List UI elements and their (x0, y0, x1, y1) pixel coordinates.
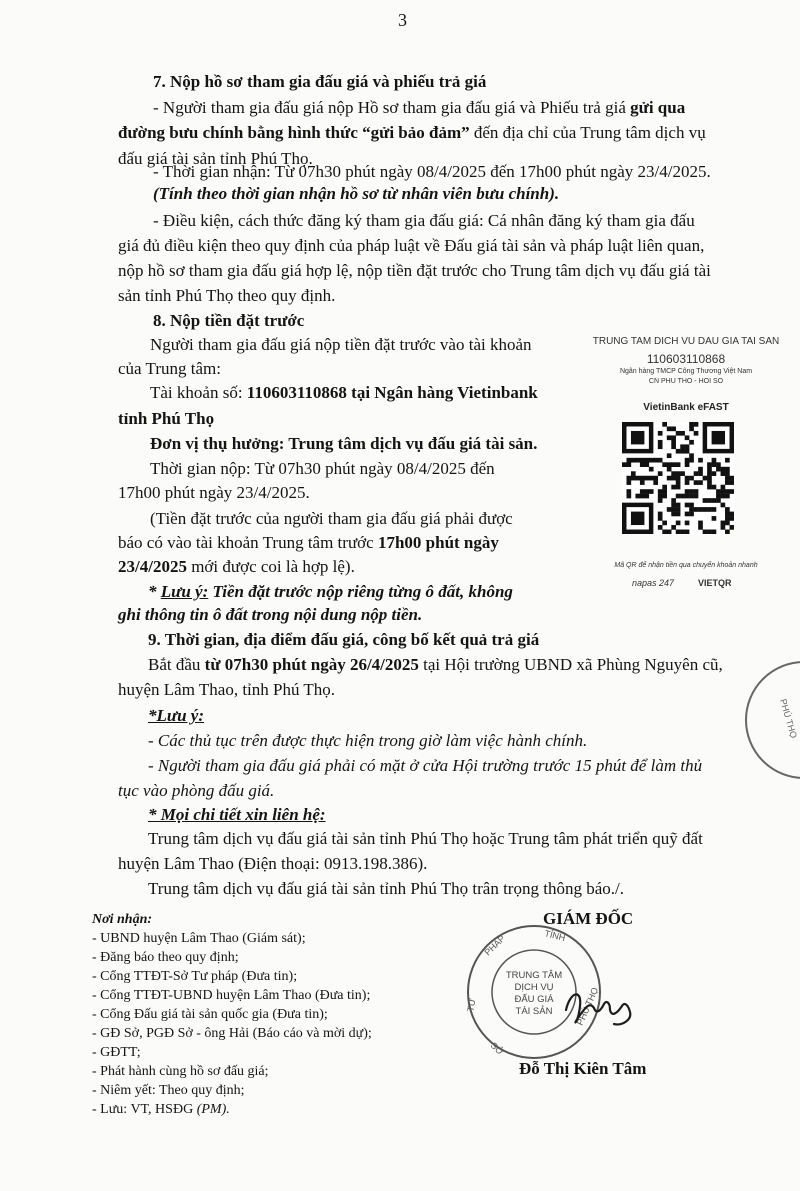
stamp-ring-left-2: TƯ (465, 997, 478, 1013)
qr-bank: Ngân hàng TMCP Công Thương Việt Nam (619, 368, 753, 375)
bold-run: 23/4/2025 (118, 557, 187, 576)
italic-run: (PM). (196, 1102, 230, 1117)
section-8-warning-line (148, 583, 513, 600)
signature-title: GIÁM ĐỐC (543, 909, 634, 928)
bold-run: gửi qua (630, 98, 686, 117)
section-9-note-line: - Người tham gia đấu giá phải có mặt ở cửa Hội trường trước 15 phút để làm thủ (148, 756, 703, 775)
recipient-item: - GĐTT; (92, 1045, 141, 1060)
payment-time-line: 17h00 phút ngày 23/4/2025. (118, 483, 310, 502)
recipient-item: - Đăng báo theo quy định; (92, 950, 239, 965)
section-7-time: - Thời gian nhận: Từ 07h30 phút ngày 08/4/2025 đến 17h00 phút ngày 23/4/2025. (153, 162, 711, 181)
section-9-heading: 9. Thời gian, địa điểm đấu giá, công bố kết quả trả giá (148, 630, 540, 649)
section-9-note-label: *Lưu ý: (148, 706, 204, 725)
contact-line: Trung tâm dịch vụ đấu giá tài sản tỉnh Phú Thọ hoặc Trung tâm phát triển quỹ đất (148, 829, 703, 848)
deposit-note-line (118, 558, 355, 575)
qr-payment-panel (586, 330, 786, 590)
text-run: Bắt đầu (148, 655, 205, 674)
signer-name: Đỗ Thị Kiên Tâm (519, 1059, 647, 1078)
section-7-condition-line: - Điều kiện, cách thức đăng ký tham gia đấu giá: Cá nhân đăng ký tham gia đấu (153, 211, 695, 230)
recipient-item: - GĐ Sở, PGĐ Sở - ông Hải (Báo cáo và mời dự); (92, 1026, 372, 1041)
edge-stamp (744, 660, 800, 780)
section-7-para-line (118, 124, 706, 141)
napas-logo: napas 247 (632, 578, 675, 588)
qr-app-name: VietinBank eFAST (643, 402, 729, 413)
stamp-ring-top: TỈNH (543, 928, 567, 944)
handwritten-signature (560, 982, 640, 1032)
section-9-note-line: - Các thủ tục trên được thực hiện trong giờ làm việc hành chính. (148, 731, 588, 750)
edge-stamp-graphic (744, 660, 800, 780)
bold-run: đường bưu chính bằng hình thức “gửi bảo đảm” (118, 123, 470, 142)
account-bank-line: tỉnh Phú Thọ (118, 409, 215, 428)
section-7-condition-line: nộp hồ sơ tham gia đấu giá hợp lệ, nộp tiền đặt trước cho Trung tâm dịch vụ đấu giá tài (118, 261, 711, 280)
text-run: báo có vào tài khoản Trung tâm trước (118, 533, 378, 552)
stamp-ring-left: PHÁP (482, 933, 508, 958)
qr-title: TRUNG TAM DICH VU DAU GIA TAI SAN (592, 336, 780, 347)
recipient-item: - Cổng TTĐT-UBND huyện Lâm Thao (Đưa tin); (92, 988, 371, 1003)
section-7-note: (Tính theo thời gian nhận hồ sơ từ nhân viên bưu chính). (153, 184, 560, 203)
section-7-para-line (153, 99, 685, 116)
text-run: - Người tham gia đấu giá nộp Hồ sơ tham gia đấu giá và Phiếu trả giá (153, 98, 631, 117)
section-7-condition-line: giá đủ điều kiện theo quy định của pháp luật về Đấu giá tài sản và pháp luật liên quan, (118, 236, 705, 255)
payment-time-line: Thời gian nộp: Từ 07h30 phút ngày 08/4/2025 đến (150, 459, 495, 478)
qr-account: 110603110868 (646, 352, 726, 366)
deposit-note-line: (Tiền đặt trước của người tham gia đấu giá phải được (150, 509, 513, 528)
stamp-center-line: ĐẤU GIÁ (514, 994, 554, 1005)
recipients-label: Nơi nhận: (92, 912, 153, 927)
section-9-line: huyện Lâm Thao, tỉnh Phú Thọ. (118, 680, 336, 699)
recipient-item: - UBND huyện Lâm Thao (Giám sát); (92, 931, 306, 946)
recipient-item-archive (92, 1102, 230, 1118)
section-9-note-line: tục vào phòng đấu giá. (118, 781, 275, 800)
text-run: đến địa chỉ của Trung tâm dịch vụ (469, 123, 706, 142)
stamp-center-line: TRUNG TÂM (505, 970, 563, 981)
section-8-warning-line: ghi thông tin ô đất trong nội dung nộp tiền. (118, 605, 423, 624)
stamp-ring-bottom: SỞ (488, 1040, 506, 1057)
bold-run: 110603110868 tại Ngân hàng Vietinbank (246, 383, 538, 402)
text-run: mới được coi là hợp lệ). (186, 557, 355, 576)
section-7-condition-line: sản tỉnh Phú Thọ theo quy định. (118, 286, 336, 305)
recipient-item: - Phát hành cùng hồ sơ đấu giá; (92, 1064, 269, 1079)
stamp-ring-right: PHÚ THỌ (574, 985, 601, 1027)
contact-label: * Mọi chi tiết xin liên hệ: (148, 805, 326, 824)
text-run: Tài khoản số: (150, 383, 247, 402)
qr-caption: Mã QR để nhận tiền qua chuyển khoản nhanh (614, 562, 758, 569)
section-8-line: của Trung tâm: (118, 359, 221, 378)
bold-run: từ 07h30 phút ngày 26/4/2025 (204, 655, 419, 674)
text-run: tại Hội trường UBND xã Phùng Nguyên cũ, (418, 655, 723, 674)
section-8-line: Người tham gia đấu giá nộp tiền đặt trước vào tài khoản (150, 335, 532, 354)
bold-run: 17h00 phút ngày (377, 533, 499, 552)
vietqr-logo: VIETQR (698, 578, 732, 588)
edge-stamp-text: PHÚ THỌ (778, 697, 799, 740)
qr-branch: CN PHU THO - HOI SO (648, 378, 724, 385)
section-9-line (148, 656, 723, 673)
text-run: - Lưu: VT, HSĐG (92, 1102, 197, 1117)
recipient-item: - Niêm yết: Theo quy định; (92, 1083, 245, 1098)
section-8-heading: 8. Nộp tiền đặt trước (153, 311, 305, 330)
stamp-center-line: TÀI SẢN (515, 1006, 553, 1017)
beneficiary-line: Đơn vị thụ hưởng: Trung tâm dịch vụ đấu giá tài sản. (150, 434, 538, 453)
warning-label: Lưu ý: (160, 582, 209, 601)
closing-line: Trung tâm dịch vụ đấu giá tài sản tỉnh Phú Thọ trân trọng thông báo./. (148, 879, 624, 898)
qr-code-icon (622, 422, 734, 534)
contact-line: huyện Lâm Thao (Điện thoại: 0913.198.386). (118, 854, 428, 873)
page-number: 3 (398, 10, 407, 30)
recipient-item: - Cổng Đấu giá tài sản quốc gia (Đưa tin); (92, 1007, 328, 1022)
recipient-item: - Cổng TTĐT-Sở Tư pháp (Đưa tin); (92, 969, 298, 984)
text-run: Tiền đặt trước nộp riêng từng ô đất, không (208, 582, 513, 601)
stamp-center-line: DỊCH VỤ (514, 982, 554, 993)
star-run: * (148, 582, 161, 601)
section-7-para-line: đấu giá tài sản tỉnh Phú Thọ. (118, 149, 313, 168)
deposit-note-line (118, 534, 499, 551)
section-7-heading: 7. Nộp hồ sơ tham gia đấu giá và phiếu trả giá (153, 72, 487, 91)
account-number-line (150, 384, 538, 401)
